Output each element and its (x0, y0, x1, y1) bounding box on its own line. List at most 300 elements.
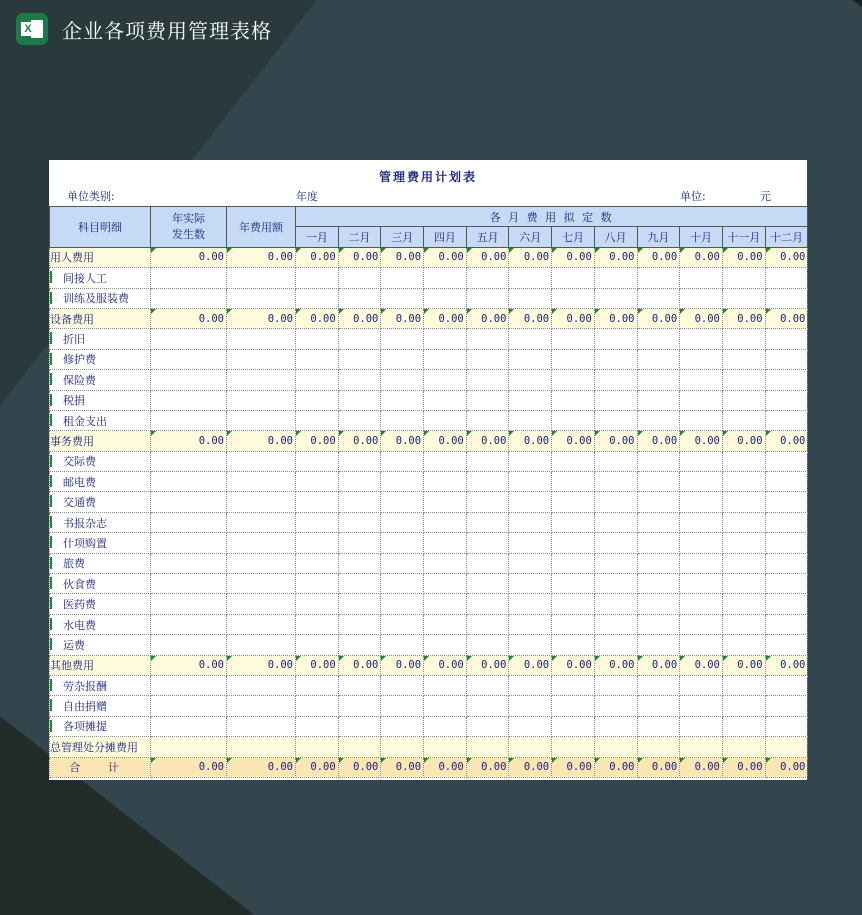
cell[interactable] (424, 472, 467, 492)
header-actual[interactable]: 年实际 发生数 (151, 207, 227, 248)
cell[interactable]: 0.00 (509, 247, 552, 267)
cell[interactable]: 0.00 (381, 308, 424, 328)
cell[interactable]: 0.00 (765, 247, 808, 267)
cell[interactable] (765, 533, 808, 553)
cell[interactable] (381, 553, 424, 573)
cell[interactable] (424, 574, 467, 594)
cell[interactable] (151, 716, 227, 736)
cell[interactable] (594, 574, 637, 594)
cell[interactable] (227, 675, 296, 695)
cell[interactable] (296, 268, 339, 288)
header-month-9[interactable]: 九月 (637, 227, 680, 247)
cell[interactable] (466, 675, 509, 695)
cell[interactable] (680, 696, 723, 716)
cell[interactable] (765, 329, 808, 349)
cell[interactable]: 0.00 (151, 757, 227, 777)
cell[interactable] (151, 349, 227, 369)
cell[interactable] (151, 574, 227, 594)
cell[interactable] (509, 390, 552, 410)
cell[interactable] (594, 696, 637, 716)
cell[interactable] (381, 451, 424, 471)
cell[interactable] (151, 614, 227, 634)
cell[interactable] (594, 492, 637, 512)
cell[interactable] (466, 553, 509, 573)
cell[interactable] (722, 329, 765, 349)
cell[interactable] (637, 574, 680, 594)
row-label[interactable]: 租金支出 (50, 410, 151, 430)
cell[interactable]: 0.00 (227, 431, 296, 451)
cell[interactable]: 0.00 (594, 308, 637, 328)
cell[interactable]: 0.00 (338, 655, 381, 675)
cell[interactable] (227, 696, 296, 716)
cell[interactable] (227, 451, 296, 471)
cell[interactable] (296, 349, 339, 369)
cell[interactable] (680, 390, 723, 410)
cell[interactable] (296, 594, 339, 614)
cell[interactable] (227, 472, 296, 492)
cell[interactable] (722, 288, 765, 308)
cell[interactable] (424, 288, 467, 308)
cell[interactable] (296, 533, 339, 553)
cell[interactable] (424, 737, 467, 757)
cell[interactable] (509, 512, 552, 532)
cell[interactable] (765, 370, 808, 390)
cell[interactable] (722, 390, 765, 410)
cell[interactable] (338, 268, 381, 288)
cell[interactable]: 0.00 (381, 655, 424, 675)
cell[interactable]: 0.00 (680, 431, 723, 451)
cell[interactable] (151, 370, 227, 390)
cell[interactable] (424, 492, 467, 512)
cell[interactable]: 0.00 (509, 655, 552, 675)
cell[interactable] (381, 329, 424, 349)
cell[interactable] (637, 512, 680, 532)
cell[interactable] (552, 696, 595, 716)
cell[interactable] (509, 533, 552, 553)
row-label[interactable]: 保险费 (50, 370, 151, 390)
cell[interactable]: 0.00 (338, 247, 381, 267)
header-month-2[interactable]: 二月 (338, 227, 381, 247)
cell[interactable] (424, 614, 467, 634)
cell[interactable] (722, 675, 765, 695)
cell[interactable] (637, 472, 680, 492)
cell[interactable]: 0.00 (338, 757, 381, 777)
cell[interactable] (680, 675, 723, 695)
cell[interactable] (338, 370, 381, 390)
cell[interactable] (227, 635, 296, 655)
cell[interactable] (552, 472, 595, 492)
cell[interactable] (466, 614, 509, 634)
header-month-10[interactable]: 十月 (680, 227, 723, 247)
cell[interactable] (637, 553, 680, 573)
cell[interactable] (424, 696, 467, 716)
cell[interactable] (338, 410, 381, 430)
cell[interactable] (381, 472, 424, 492)
cell[interactable] (466, 696, 509, 716)
cell[interactable] (765, 451, 808, 471)
cell[interactable]: 0.00 (552, 655, 595, 675)
cell[interactable] (552, 288, 595, 308)
cell[interactable] (594, 288, 637, 308)
cell[interactable] (424, 349, 467, 369)
cell[interactable] (338, 288, 381, 308)
cell[interactable] (338, 533, 381, 553)
cell[interactable]: 0.00 (680, 247, 723, 267)
cell[interactable]: 0.00 (765, 757, 808, 777)
cell[interactable]: 0.00 (722, 431, 765, 451)
cell[interactable]: 0.00 (680, 655, 723, 675)
cell[interactable] (509, 451, 552, 471)
cell[interactable] (680, 614, 723, 634)
cell[interactable] (765, 594, 808, 614)
cell[interactable] (722, 370, 765, 390)
cell[interactable] (381, 349, 424, 369)
cell[interactable] (338, 472, 381, 492)
cell[interactable]: 0.00 (637, 308, 680, 328)
cell[interactable] (680, 472, 723, 492)
cell[interactable] (227, 329, 296, 349)
cell[interactable]: 0.00 (296, 308, 339, 328)
cell[interactable] (509, 716, 552, 736)
cell[interactable] (509, 614, 552, 634)
cell[interactable] (637, 451, 680, 471)
cell[interactable] (594, 472, 637, 492)
cell[interactable] (151, 594, 227, 614)
cell[interactable] (509, 268, 552, 288)
cell[interactable] (296, 737, 339, 757)
cell[interactable] (338, 451, 381, 471)
cell[interactable]: 0.00 (424, 308, 467, 328)
cell[interactable] (552, 553, 595, 573)
cell[interactable]: 0.00 (151, 308, 227, 328)
cell[interactable] (466, 533, 509, 553)
cell[interactable] (637, 716, 680, 736)
cell[interactable] (680, 349, 723, 369)
cell[interactable] (722, 737, 765, 757)
cell[interactable] (637, 329, 680, 349)
cell[interactable]: 0.00 (637, 757, 680, 777)
cell[interactable] (151, 553, 227, 573)
cell[interactable] (637, 737, 680, 757)
row-label[interactable]: 训练及服装费 (50, 288, 151, 308)
cell[interactable] (296, 288, 339, 308)
cell[interactable] (680, 716, 723, 736)
cell[interactable] (381, 512, 424, 532)
cell[interactable] (381, 594, 424, 614)
cell[interactable]: 0.00 (424, 431, 467, 451)
cell[interactable] (296, 370, 339, 390)
cell[interactable]: 0.00 (151, 247, 227, 267)
cell[interactable] (637, 675, 680, 695)
cell[interactable] (680, 635, 723, 655)
cell[interactable] (680, 533, 723, 553)
cell[interactable]: 0.00 (637, 431, 680, 451)
cell[interactable] (509, 329, 552, 349)
cell[interactable] (151, 512, 227, 532)
row-label[interactable]: 合 计 (50, 757, 151, 777)
cell[interactable] (637, 370, 680, 390)
cell[interactable] (381, 574, 424, 594)
cell[interactable] (466, 472, 509, 492)
row-label[interactable]: 自由捐赠 (50, 696, 151, 716)
cell[interactable] (680, 553, 723, 573)
cell[interactable]: 0.00 (466, 431, 509, 451)
row-label[interactable]: 伙食费 (50, 574, 151, 594)
cell[interactable]: 0.00 (151, 431, 227, 451)
cell[interactable] (296, 472, 339, 492)
cell[interactable] (424, 329, 467, 349)
cell[interactable] (637, 492, 680, 512)
cell[interactable]: 0.00 (466, 247, 509, 267)
cell[interactable] (381, 614, 424, 634)
cell[interactable]: 0.00 (680, 757, 723, 777)
cell[interactable] (338, 492, 381, 512)
cell[interactable] (722, 696, 765, 716)
cell[interactable] (466, 594, 509, 614)
cell[interactable]: 0.00 (722, 247, 765, 267)
cell[interactable] (594, 737, 637, 757)
cell[interactable] (151, 410, 227, 430)
cell[interactable] (338, 390, 381, 410)
cell[interactable] (424, 410, 467, 430)
cell[interactable] (637, 410, 680, 430)
cell[interactable] (594, 410, 637, 430)
cell[interactable] (424, 675, 467, 695)
header-month-1[interactable]: 一月 (296, 227, 339, 247)
cell[interactable] (594, 675, 637, 695)
cell[interactable] (552, 329, 595, 349)
row-label[interactable]: 设备费用 (50, 308, 151, 328)
row-label[interactable]: 劳杂报酬 (50, 675, 151, 695)
cell[interactable] (680, 737, 723, 757)
cell[interactable] (509, 472, 552, 492)
cell[interactable]: 0.00 (424, 247, 467, 267)
cell[interactable] (424, 268, 467, 288)
cell[interactable]: 0.00 (151, 655, 227, 675)
cell[interactable] (765, 574, 808, 594)
cell[interactable] (594, 329, 637, 349)
row-label[interactable]: 总管理处分摊费用 (50, 737, 151, 757)
row-label[interactable]: 事务费用 (50, 431, 151, 451)
row-label[interactable]: 折旧 (50, 329, 151, 349)
cell[interactable] (466, 370, 509, 390)
cell[interactable] (509, 675, 552, 695)
cell[interactable] (680, 492, 723, 512)
cell[interactable] (424, 553, 467, 573)
cell[interactable] (552, 574, 595, 594)
cell[interactable]: 0.00 (227, 308, 296, 328)
cell[interactable] (552, 614, 595, 634)
cell[interactable] (552, 716, 595, 736)
cell[interactable] (722, 594, 765, 614)
cell[interactable] (722, 410, 765, 430)
cell[interactable] (552, 737, 595, 757)
cell[interactable] (722, 451, 765, 471)
cell[interactable] (227, 390, 296, 410)
cell[interactable]: 0.00 (722, 308, 765, 328)
cell[interactable] (381, 675, 424, 695)
cell[interactable]: 0.00 (722, 655, 765, 675)
cell[interactable] (424, 594, 467, 614)
cell[interactable] (722, 553, 765, 573)
cell[interactable] (765, 614, 808, 634)
header-month-7[interactable]: 七月 (552, 227, 595, 247)
cell[interactable] (765, 737, 808, 757)
cell[interactable] (552, 594, 595, 614)
cell[interactable] (594, 451, 637, 471)
cell[interactable] (227, 594, 296, 614)
cell[interactable] (765, 553, 808, 573)
header-month-8[interactable]: 八月 (594, 227, 637, 247)
cell[interactable] (509, 349, 552, 369)
cell[interactable] (338, 594, 381, 614)
cell[interactable] (296, 635, 339, 655)
cell[interactable]: 0.00 (594, 247, 637, 267)
cell[interactable] (338, 574, 381, 594)
cell[interactable]: 0.00 (637, 247, 680, 267)
cell[interactable] (722, 533, 765, 553)
cell[interactable] (594, 635, 637, 655)
cell[interactable] (722, 492, 765, 512)
cell[interactable] (594, 716, 637, 736)
cell[interactable]: 0.00 (466, 655, 509, 675)
cell[interactable] (722, 472, 765, 492)
cell[interactable] (594, 268, 637, 288)
cell[interactable] (151, 737, 227, 757)
cell[interactable] (466, 410, 509, 430)
cell[interactable] (227, 614, 296, 634)
cell[interactable] (637, 390, 680, 410)
cell[interactable] (381, 390, 424, 410)
cell[interactable] (338, 696, 381, 716)
cell[interactable] (338, 553, 381, 573)
row-label[interactable]: 修护费 (50, 349, 151, 369)
cell[interactable]: 0.00 (227, 655, 296, 675)
cell[interactable] (424, 635, 467, 655)
cell[interactable]: 0.00 (552, 308, 595, 328)
cell[interactable] (637, 268, 680, 288)
cell[interactable] (722, 512, 765, 532)
cell[interactable] (509, 737, 552, 757)
cell[interactable] (765, 410, 808, 430)
header-month-3[interactable]: 三月 (381, 227, 424, 247)
cell[interactable]: 0.00 (594, 757, 637, 777)
cell[interactable] (722, 574, 765, 594)
cell[interactable]: 0.00 (466, 308, 509, 328)
cell[interactable] (296, 574, 339, 594)
cell[interactable] (680, 329, 723, 349)
cell[interactable] (637, 594, 680, 614)
cell[interactable]: 0.00 (594, 431, 637, 451)
cell[interactable]: 0.00 (765, 431, 808, 451)
cell[interactable] (151, 696, 227, 716)
cell[interactable] (466, 635, 509, 655)
cell[interactable]: 0.00 (509, 757, 552, 777)
cell[interactable] (381, 635, 424, 655)
cell[interactable] (722, 614, 765, 634)
cell[interactable] (765, 349, 808, 369)
cell[interactable] (338, 614, 381, 634)
cell[interactable] (552, 512, 595, 532)
row-label[interactable]: 水电费 (50, 614, 151, 634)
cell[interactable] (637, 614, 680, 634)
cell[interactable] (466, 737, 509, 757)
cell[interactable] (151, 268, 227, 288)
cell[interactable] (381, 716, 424, 736)
cell[interactable] (637, 696, 680, 716)
cell[interactable] (227, 512, 296, 532)
cell[interactable] (765, 696, 808, 716)
cell[interactable] (227, 716, 296, 736)
cell[interactable] (552, 370, 595, 390)
header-annual[interactable]: 年费用额 (227, 207, 296, 248)
cell[interactable] (722, 716, 765, 736)
cell[interactable] (424, 533, 467, 553)
cell[interactable] (466, 512, 509, 532)
cell[interactable] (227, 349, 296, 369)
cell[interactable]: 0.00 (424, 757, 467, 777)
cell[interactable] (227, 288, 296, 308)
cell[interactable] (722, 268, 765, 288)
cell[interactable] (151, 288, 227, 308)
cell[interactable] (509, 574, 552, 594)
header-month-5[interactable]: 五月 (466, 227, 509, 247)
cell[interactable] (227, 553, 296, 573)
cell[interactable] (296, 329, 339, 349)
cell[interactable] (296, 410, 339, 430)
cell[interactable] (765, 716, 808, 736)
cell[interactable] (509, 696, 552, 716)
cell[interactable] (552, 675, 595, 695)
cell[interactable] (509, 410, 552, 430)
cell[interactable] (296, 696, 339, 716)
cell[interactable] (765, 268, 808, 288)
cell[interactable] (424, 716, 467, 736)
cell[interactable] (424, 451, 467, 471)
header-month-11[interactable]: 十一月 (722, 227, 765, 247)
cell[interactable] (296, 675, 339, 695)
cell[interactable] (765, 492, 808, 512)
cell[interactable] (466, 492, 509, 512)
cell[interactable]: 0.00 (552, 431, 595, 451)
cell[interactable]: 0.00 (552, 757, 595, 777)
cell[interactable] (227, 410, 296, 430)
row-label[interactable]: 其他费用 (50, 655, 151, 675)
cell[interactable] (765, 472, 808, 492)
cell[interactable] (765, 390, 808, 410)
cell[interactable] (637, 288, 680, 308)
cell[interactable] (227, 370, 296, 390)
cell[interactable] (680, 410, 723, 430)
cell[interactable] (151, 472, 227, 492)
cell[interactable] (594, 512, 637, 532)
row-label[interactable]: 用人费用 (50, 247, 151, 267)
cell[interactable] (765, 288, 808, 308)
cell[interactable] (338, 512, 381, 532)
cell[interactable] (151, 635, 227, 655)
cell[interactable] (338, 635, 381, 655)
cell[interactable] (466, 268, 509, 288)
cell[interactable] (151, 451, 227, 471)
cell[interactable]: 0.00 (296, 247, 339, 267)
cell[interactable] (594, 370, 637, 390)
cell[interactable] (227, 268, 296, 288)
cell[interactable] (151, 533, 227, 553)
cell[interactable] (509, 553, 552, 573)
row-label[interactable]: 书报杂志 (50, 512, 151, 532)
header-month-12[interactable]: 十二月 (765, 227, 808, 247)
cell[interactable] (296, 716, 339, 736)
